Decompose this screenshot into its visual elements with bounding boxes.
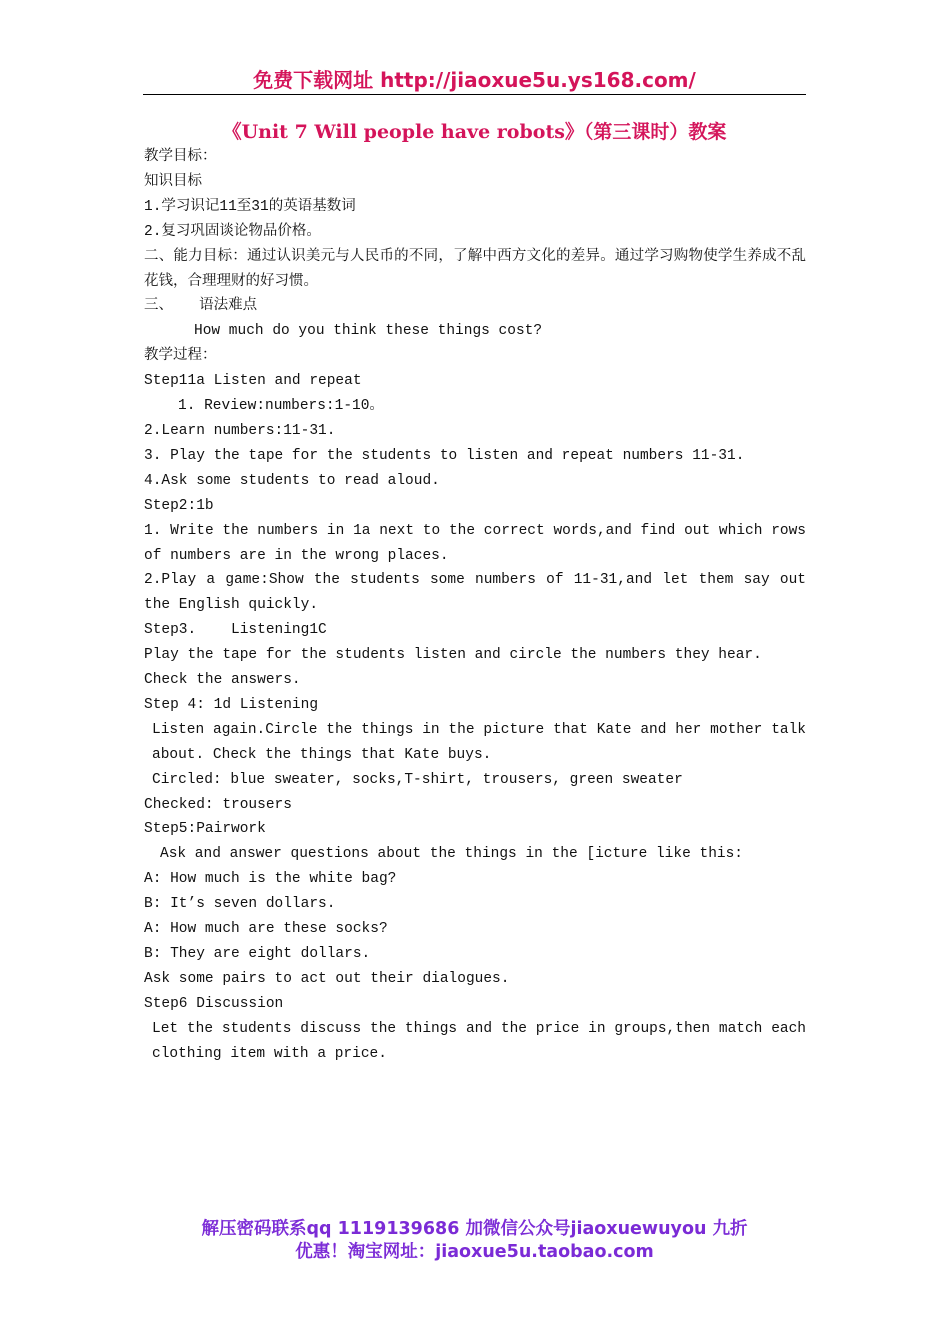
dialogue-line: A: How much are these socks?	[144, 921, 388, 938]
text-line: 1. Review:numbers:1-10。	[178, 398, 384, 415]
dialogue-line: A: How much is the white bag?	[144, 871, 397, 888]
promo-footer	[143, 1218, 806, 1264]
text-paragraph: 二、能力目标：通过认识美元与人民币的不同，了解中西方文化的差异。通过学习购物使学生养成不乱花钱，合理理财的好习惯。	[144, 248, 806, 290]
text-line: 知识目标	[144, 173, 202, 190]
text-line: Check the answers.	[144, 672, 301, 689]
text-line: Checked: trousers	[144, 796, 292, 813]
step-heading: Step3. Listening1C	[144, 622, 327, 639]
text-line: 教学过程：	[144, 348, 217, 365]
header-divider	[143, 94, 806, 95]
dialogue-line: B: They are eight dollars.	[144, 946, 371, 962]
text-line: 2.Learn numbers:11-31.	[144, 422, 336, 439]
dialogue-line: B: It’s seven dollars.	[144, 896, 336, 913]
step-heading: Step11a Listen and repeat	[144, 373, 362, 390]
text-line: How much do you think these things cost?	[194, 323, 543, 340]
lesson-title: 《Unit 7 Will people have robots》（第三课时）教案	[222, 121, 727, 143]
text-line: Circled: blue sweater, socks,T-shirt, trousers, green sweater	[152, 771, 683, 788]
step-heading: Step2:1b	[144, 497, 214, 514]
step-heading: Step6 Discussion	[144, 995, 284, 1012]
text-line: 4.Ask some students to read aloud.	[144, 472, 440, 489]
text-paragraph: Listen again.Circle the things in the picture that Kate and her mother talk about. Check the things that Kate buys.	[152, 721, 815, 763]
text-paragraph: Let the students discuss the things and the price in groups,then match each clothing item with a price.	[152, 1020, 815, 1062]
text-line: 1.学习识记11至31的英语基数词	[144, 198, 356, 215]
text-paragraph: 1. Write the numbers in 1a next to the correct words,and find out which rows of numbers are in the wrong places.	[144, 522, 815, 564]
text-line: Play the tape for the students listen and circle the numbers they hear.	[144, 647, 762, 664]
text-line: Ask some pairs to act out their dialogues.	[144, 970, 510, 987]
text-line: 教学目标：	[144, 149, 217, 165]
footer-line: 解压密码联系qq 1119139686 加微信公众号jiaoxuewuyou 九折	[201, 1219, 748, 1239]
step-heading: Step5:Pairwork	[144, 821, 266, 838]
download-url-header[interactable]: 免费下载网址 http://jiaoxue5u.ys168.com/	[253, 68, 696, 92]
text-paragraph: 2.Play a game:Show the students some numbers of 11-31,and let them say out the English quickly.	[144, 572, 815, 614]
lesson-body	[144, 145, 815, 1067]
text-line: 三、 语法难点	[144, 298, 258, 315]
text-line: Ask and answer questions about the things in the [icture like this:	[160, 846, 743, 863]
footer-link[interactable]: 优惠！淘宝网址：jiaoxue5u.taobao.com	[295, 1242, 654, 1262]
text-line: 2.复习巩固谈论物品价格。	[144, 223, 321, 240]
text-line: 3. Play the tape for the students to listen and repeat numbers 11-31.	[144, 447, 745, 464]
step-heading: Step 4: 1d Listening	[144, 696, 319, 713]
